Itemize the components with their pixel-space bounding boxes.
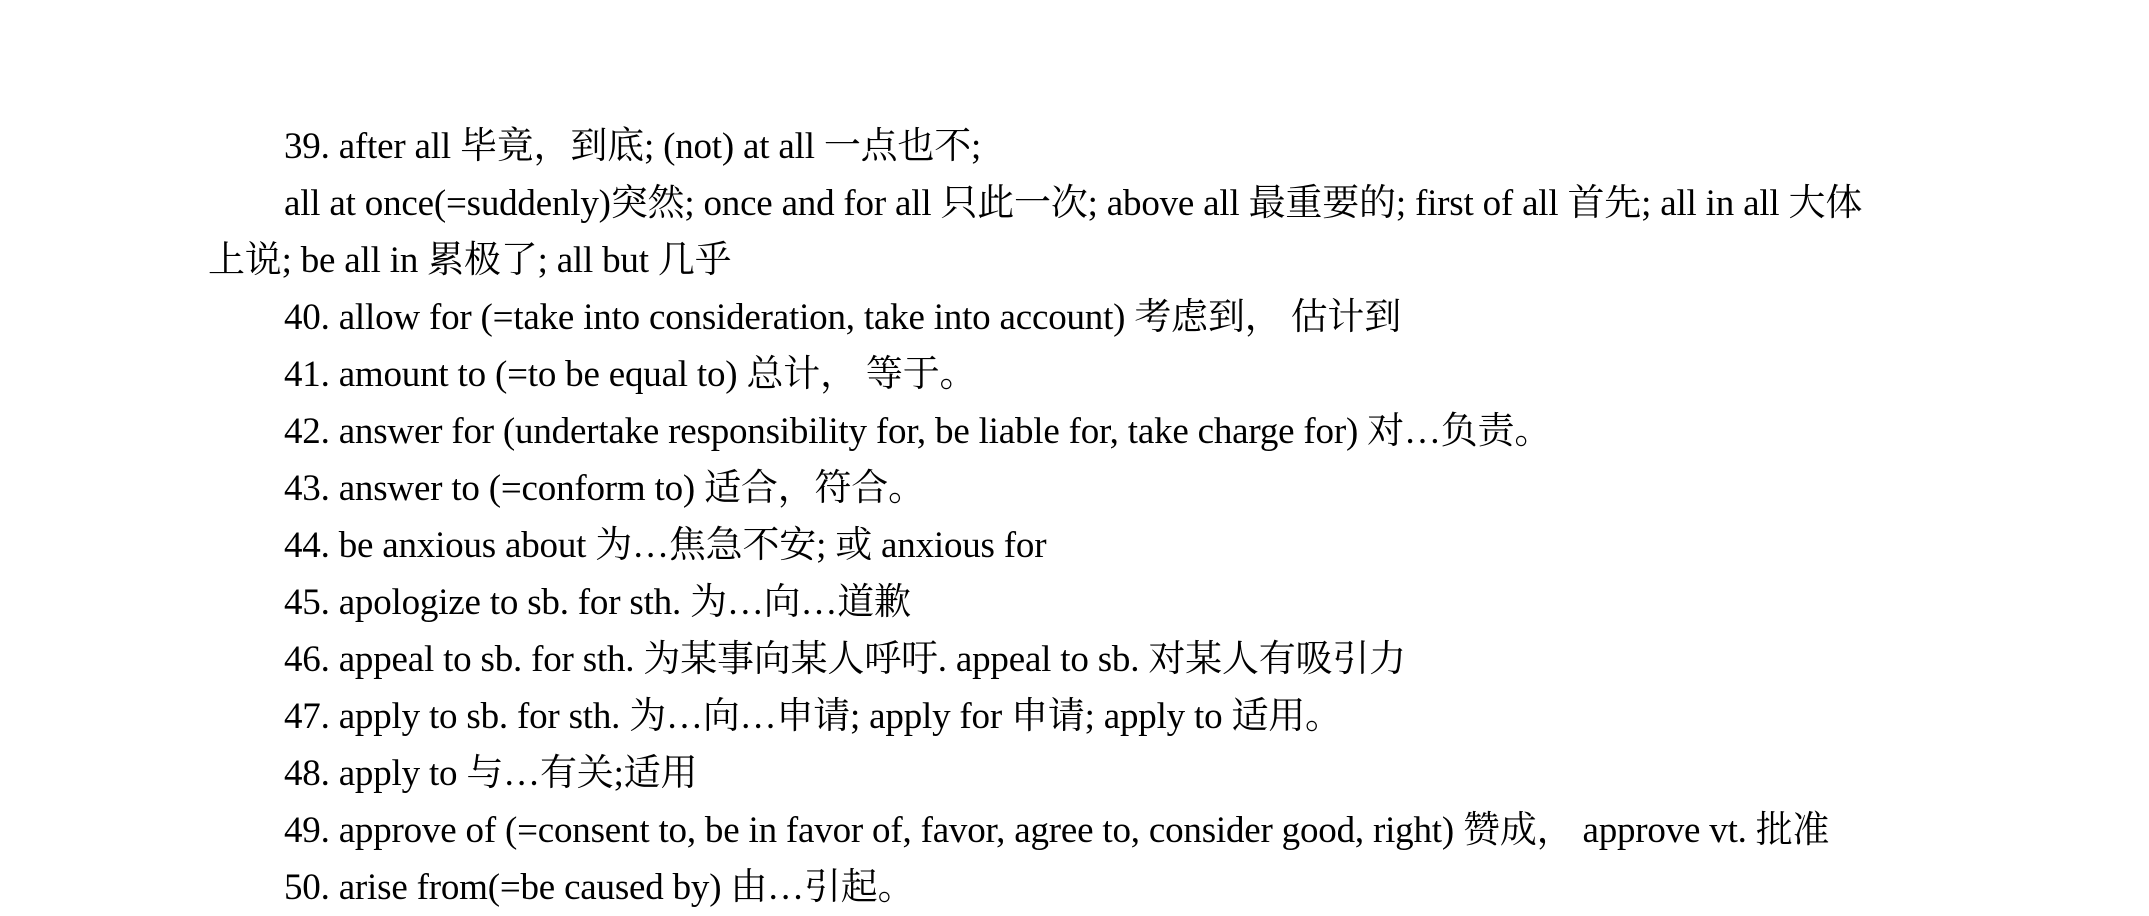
entry-42: 42. answer for (undertake responsibility for, be liable for, take charge for) 对…负责。 [284,411,1552,452]
entry-39-wrap: 上说; be all in 累极了; all but 几乎 [208,240,732,281]
entry-43: 43. answer to (=conform to) 适合，符合。 [284,468,925,509]
entry-48: 48. apply to 与…有关;适用 [284,753,698,794]
entry-50: 50. arise from(=be caused by) 由…引起。 [284,867,915,908]
entry-46: 46. appeal to sb. for sth. 为某事向某人呼吁. appeal to sb. 对某人有吸引力 [284,639,1406,680]
entry-49: 49. approve of (=consent to, be in favor of, favor, agree to, consider good, right) 赞成， approve vt. 批准 [284,810,1830,851]
phrase-list [208,118,1988,916]
entry-45: 45. apologize to sb. for sth. 为…向…道歉 [284,582,911,623]
entry-39-continued: all at once(=suddenly)突然; once and for all 只此一次; above all 最重要的; first of all 首先; all in all 大体 [284,183,1863,224]
entry-47: 47. apply to sb. for sth. 为…向…申请; apply for 申请; apply to 适用。 [284,696,1342,737]
entry-44: 44. be anxious about 为…焦急不安; 或 anxious for [284,525,1047,566]
entry-40: 40. allow for (=take into consideration, take into account) 考虑到， 估计到 [284,297,1401,338]
entry-39: 39. after all 毕竟，到底; (not) at all 一点也不; [284,126,982,167]
entry-41: 41. amount to (=to be equal to) 总计， 等于。 [284,354,977,395]
